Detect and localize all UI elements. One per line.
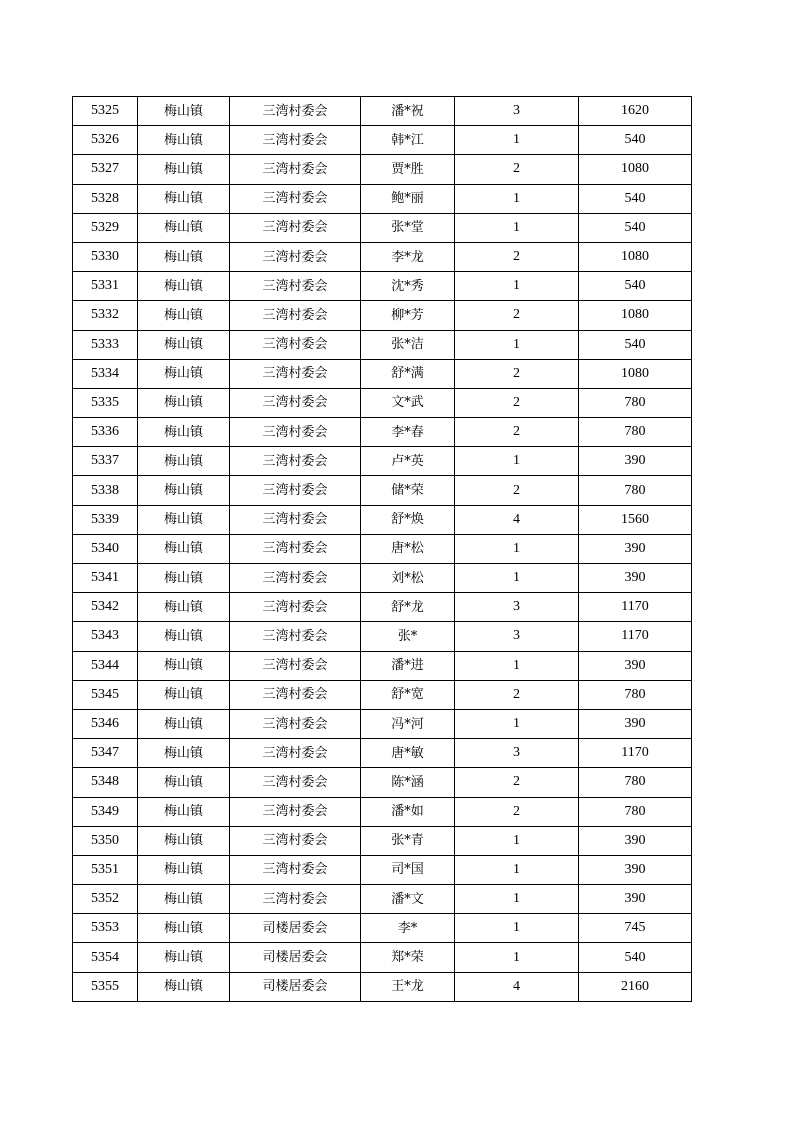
cell-person-name: 李* [361, 914, 455, 943]
cell-amount: 780 [579, 418, 692, 447]
cell-committee: 司楼居委会 [230, 914, 361, 943]
table-row [73, 301, 692, 330]
cell-town: 梅山镇 [138, 213, 230, 242]
cell-town: 梅山镇 [138, 418, 230, 447]
cell-town: 梅山镇 [138, 855, 230, 884]
cell-amount: 1080 [579, 301, 692, 330]
table-row [73, 885, 692, 914]
table-row [73, 680, 692, 709]
cell-town: 梅山镇 [138, 388, 230, 417]
cell-committee: 三湾村委会 [230, 272, 361, 301]
cell-committee: 三湾村委会 [230, 739, 361, 768]
table-row [73, 184, 692, 213]
cell-count: 1 [455, 184, 579, 213]
cell-committee: 三湾村委会 [230, 242, 361, 271]
cell-town: 梅山镇 [138, 680, 230, 709]
cell-committee: 三湾村委会 [230, 418, 361, 447]
cell-person-name: 唐*敏 [361, 739, 455, 768]
cell-serial-number: 5332 [73, 301, 138, 330]
cell-person-name: 潘*如 [361, 797, 455, 826]
cell-amount: 390 [579, 534, 692, 563]
table-row [73, 943, 692, 972]
cell-serial-number: 5345 [73, 680, 138, 709]
table-row [73, 330, 692, 359]
cell-serial-number: 5344 [73, 651, 138, 680]
cell-serial-number: 5337 [73, 447, 138, 476]
cell-committee: 三湾村委会 [230, 155, 361, 184]
cell-count: 2 [455, 155, 579, 184]
cell-amount: 390 [579, 651, 692, 680]
cell-town: 梅山镇 [138, 447, 230, 476]
cell-committee: 三湾村委会 [230, 184, 361, 213]
cell-serial-number: 5347 [73, 739, 138, 768]
cell-person-name: 李*春 [361, 418, 455, 447]
cell-count: 4 [455, 505, 579, 534]
cell-count: 1 [455, 885, 579, 914]
table-row [73, 242, 692, 271]
cell-person-name: 柳*芳 [361, 301, 455, 330]
table-row [73, 739, 692, 768]
cell-count: 1 [455, 272, 579, 301]
cell-count: 2 [455, 476, 579, 505]
cell-town: 梅山镇 [138, 126, 230, 155]
cell-count: 1 [455, 651, 579, 680]
cell-person-name: 储*荣 [361, 476, 455, 505]
cell-town: 梅山镇 [138, 272, 230, 301]
cell-town: 梅山镇 [138, 97, 230, 126]
cell-count: 2 [455, 797, 579, 826]
cell-committee: 三湾村委会 [230, 855, 361, 884]
cell-committee: 三湾村委会 [230, 564, 361, 593]
cell-serial-number: 5348 [73, 768, 138, 797]
cell-person-name: 舒*宽 [361, 680, 455, 709]
cell-town: 梅山镇 [138, 972, 230, 1001]
cell-town: 梅山镇 [138, 797, 230, 826]
cell-person-name: 冯*河 [361, 709, 455, 738]
cell-person-name: 潘*进 [361, 651, 455, 680]
cell-amount: 540 [579, 330, 692, 359]
cell-amount: 1080 [579, 155, 692, 184]
cell-committee: 三湾村委会 [230, 709, 361, 738]
cell-town: 梅山镇 [138, 826, 230, 855]
cell-town: 梅山镇 [138, 593, 230, 622]
cell-amount: 390 [579, 709, 692, 738]
cell-person-name: 沈*秀 [361, 272, 455, 301]
cell-amount: 780 [579, 680, 692, 709]
cell-serial-number: 5336 [73, 418, 138, 447]
table-row [73, 476, 692, 505]
cell-committee: 三湾村委会 [230, 447, 361, 476]
cell-committee: 三湾村委会 [230, 213, 361, 242]
cell-person-name: 李*龙 [361, 242, 455, 271]
cell-count: 1 [455, 534, 579, 563]
cell-committee: 三湾村委会 [230, 97, 361, 126]
cell-person-name: 唐*松 [361, 534, 455, 563]
cell-committee: 三湾村委会 [230, 505, 361, 534]
cell-town: 梅山镇 [138, 184, 230, 213]
cell-serial-number: 5354 [73, 943, 138, 972]
table-row [73, 593, 692, 622]
cell-amount: 780 [579, 768, 692, 797]
cell-town: 梅山镇 [138, 943, 230, 972]
table-row [73, 272, 692, 301]
cell-person-name: 贾*胜 [361, 155, 455, 184]
cell-amount: 540 [579, 213, 692, 242]
cell-town: 梅山镇 [138, 885, 230, 914]
table-row [73, 213, 692, 242]
cell-amount: 390 [579, 564, 692, 593]
cell-town: 梅山镇 [138, 505, 230, 534]
table-row [73, 914, 692, 943]
cell-amount: 780 [579, 388, 692, 417]
cell-committee: 三湾村委会 [230, 359, 361, 388]
cell-person-name: 鲍*丽 [361, 184, 455, 213]
table-row [73, 97, 692, 126]
table-body [73, 97, 692, 1002]
cell-committee: 三湾村委会 [230, 126, 361, 155]
cell-town: 梅山镇 [138, 622, 230, 651]
cell-serial-number: 5340 [73, 534, 138, 563]
cell-count: 1 [455, 447, 579, 476]
cell-amount: 390 [579, 885, 692, 914]
data-table [72, 96, 692, 1002]
cell-committee: 司楼居委会 [230, 972, 361, 1001]
cell-amount: 540 [579, 272, 692, 301]
cell-town: 梅山镇 [138, 359, 230, 388]
cell-count: 2 [455, 418, 579, 447]
table-row [73, 972, 692, 1001]
cell-committee: 三湾村委会 [230, 388, 361, 417]
cell-count: 1 [455, 826, 579, 855]
table-row [73, 359, 692, 388]
cell-committee: 三湾村委会 [230, 651, 361, 680]
cell-person-name: 张* [361, 622, 455, 651]
cell-town: 梅山镇 [138, 564, 230, 593]
table-row [73, 651, 692, 680]
cell-serial-number: 5350 [73, 826, 138, 855]
table-row [73, 797, 692, 826]
cell-count: 2 [455, 768, 579, 797]
cell-amount: 745 [579, 914, 692, 943]
cell-serial-number: 5325 [73, 97, 138, 126]
table-row [73, 768, 692, 797]
cell-town: 梅山镇 [138, 768, 230, 797]
cell-person-name: 卢*英 [361, 447, 455, 476]
cell-amount: 390 [579, 826, 692, 855]
cell-town: 梅山镇 [138, 709, 230, 738]
cell-town: 梅山镇 [138, 534, 230, 563]
cell-person-name: 潘*文 [361, 885, 455, 914]
cell-serial-number: 5326 [73, 126, 138, 155]
cell-person-name: 司*国 [361, 855, 455, 884]
cell-count: 1 [455, 564, 579, 593]
cell-count: 1 [455, 914, 579, 943]
cell-serial-number: 5330 [73, 242, 138, 271]
cell-person-name: 文*武 [361, 388, 455, 417]
cell-person-name: 刘*松 [361, 564, 455, 593]
cell-committee: 三湾村委会 [230, 330, 361, 359]
cell-serial-number: 5328 [73, 184, 138, 213]
cell-committee: 三湾村委会 [230, 797, 361, 826]
cell-serial-number: 5327 [73, 155, 138, 184]
cell-person-name: 舒*满 [361, 359, 455, 388]
table-row [73, 126, 692, 155]
cell-amount: 390 [579, 855, 692, 884]
cell-town: 梅山镇 [138, 330, 230, 359]
cell-serial-number: 5334 [73, 359, 138, 388]
cell-serial-number: 5331 [73, 272, 138, 301]
cell-committee: 三湾村委会 [230, 826, 361, 855]
cell-committee: 三湾村委会 [230, 593, 361, 622]
cell-count: 3 [455, 593, 579, 622]
cell-person-name: 舒*龙 [361, 593, 455, 622]
cell-serial-number: 5329 [73, 213, 138, 242]
cell-town: 梅山镇 [138, 242, 230, 271]
cell-person-name: 王*龙 [361, 972, 455, 1001]
cell-person-name: 韩*江 [361, 126, 455, 155]
table-row [73, 155, 692, 184]
cell-count: 1 [455, 709, 579, 738]
cell-count: 1 [455, 126, 579, 155]
cell-amount: 540 [579, 126, 692, 155]
cell-amount: 780 [579, 476, 692, 505]
cell-town: 梅山镇 [138, 914, 230, 943]
cell-committee: 司楼居委会 [230, 943, 361, 972]
cell-amount: 1560 [579, 505, 692, 534]
cell-amount: 540 [579, 184, 692, 213]
cell-count: 3 [455, 739, 579, 768]
table-row [73, 447, 692, 476]
cell-amount: 1620 [579, 97, 692, 126]
cell-person-name: 张*洁 [361, 330, 455, 359]
cell-serial-number: 5335 [73, 388, 138, 417]
cell-count: 2 [455, 359, 579, 388]
cell-serial-number: 5338 [73, 476, 138, 505]
table-row [73, 855, 692, 884]
table-row [73, 534, 692, 563]
cell-amount: 780 [579, 797, 692, 826]
table-row [73, 564, 692, 593]
cell-count: 1 [455, 330, 579, 359]
cell-serial-number: 5333 [73, 330, 138, 359]
table-row [73, 622, 692, 651]
cell-count: 2 [455, 242, 579, 271]
cell-count: 4 [455, 972, 579, 1001]
cell-amount: 1170 [579, 739, 692, 768]
cell-committee: 三湾村委会 [230, 476, 361, 505]
cell-serial-number: 5343 [73, 622, 138, 651]
cell-serial-number: 5355 [73, 972, 138, 1001]
cell-count: 1 [455, 943, 579, 972]
table-row [73, 505, 692, 534]
cell-town: 梅山镇 [138, 155, 230, 184]
cell-serial-number: 5353 [73, 914, 138, 943]
cell-amount: 390 [579, 447, 692, 476]
cell-committee: 三湾村委会 [230, 301, 361, 330]
cell-serial-number: 5349 [73, 797, 138, 826]
cell-committee: 三湾村委会 [230, 534, 361, 563]
cell-amount: 1080 [579, 242, 692, 271]
cell-serial-number: 5341 [73, 564, 138, 593]
table-row [73, 709, 692, 738]
cell-person-name: 陈*涵 [361, 768, 455, 797]
cell-committee: 三湾村委会 [230, 885, 361, 914]
cell-committee: 三湾村委会 [230, 622, 361, 651]
cell-amount: 1170 [579, 593, 692, 622]
cell-serial-number: 5351 [73, 855, 138, 884]
cell-town: 梅山镇 [138, 651, 230, 680]
cell-count: 3 [455, 97, 579, 126]
cell-count: 1 [455, 855, 579, 884]
table-row [73, 388, 692, 417]
cell-serial-number: 5342 [73, 593, 138, 622]
cell-serial-number: 5339 [73, 505, 138, 534]
cell-serial-number: 5346 [73, 709, 138, 738]
cell-town: 梅山镇 [138, 739, 230, 768]
cell-town: 梅山镇 [138, 301, 230, 330]
table-row [73, 826, 692, 855]
cell-committee: 三湾村委会 [230, 768, 361, 797]
table-row [73, 418, 692, 447]
cell-amount: 1080 [579, 359, 692, 388]
cell-person-name: 郑*荣 [361, 943, 455, 972]
cell-count: 1 [455, 213, 579, 242]
cell-count: 2 [455, 680, 579, 709]
cell-person-name: 张*青 [361, 826, 455, 855]
cell-amount: 2160 [579, 972, 692, 1001]
cell-committee: 三湾村委会 [230, 680, 361, 709]
cell-town: 梅山镇 [138, 476, 230, 505]
cell-person-name: 舒*焕 [361, 505, 455, 534]
cell-count: 2 [455, 301, 579, 330]
cell-amount: 540 [579, 943, 692, 972]
cell-person-name: 张*堂 [361, 213, 455, 242]
cell-amount: 1170 [579, 622, 692, 651]
cell-person-name: 潘*祝 [361, 97, 455, 126]
cell-count: 3 [455, 622, 579, 651]
cell-serial-number: 5352 [73, 885, 138, 914]
cell-count: 2 [455, 388, 579, 417]
